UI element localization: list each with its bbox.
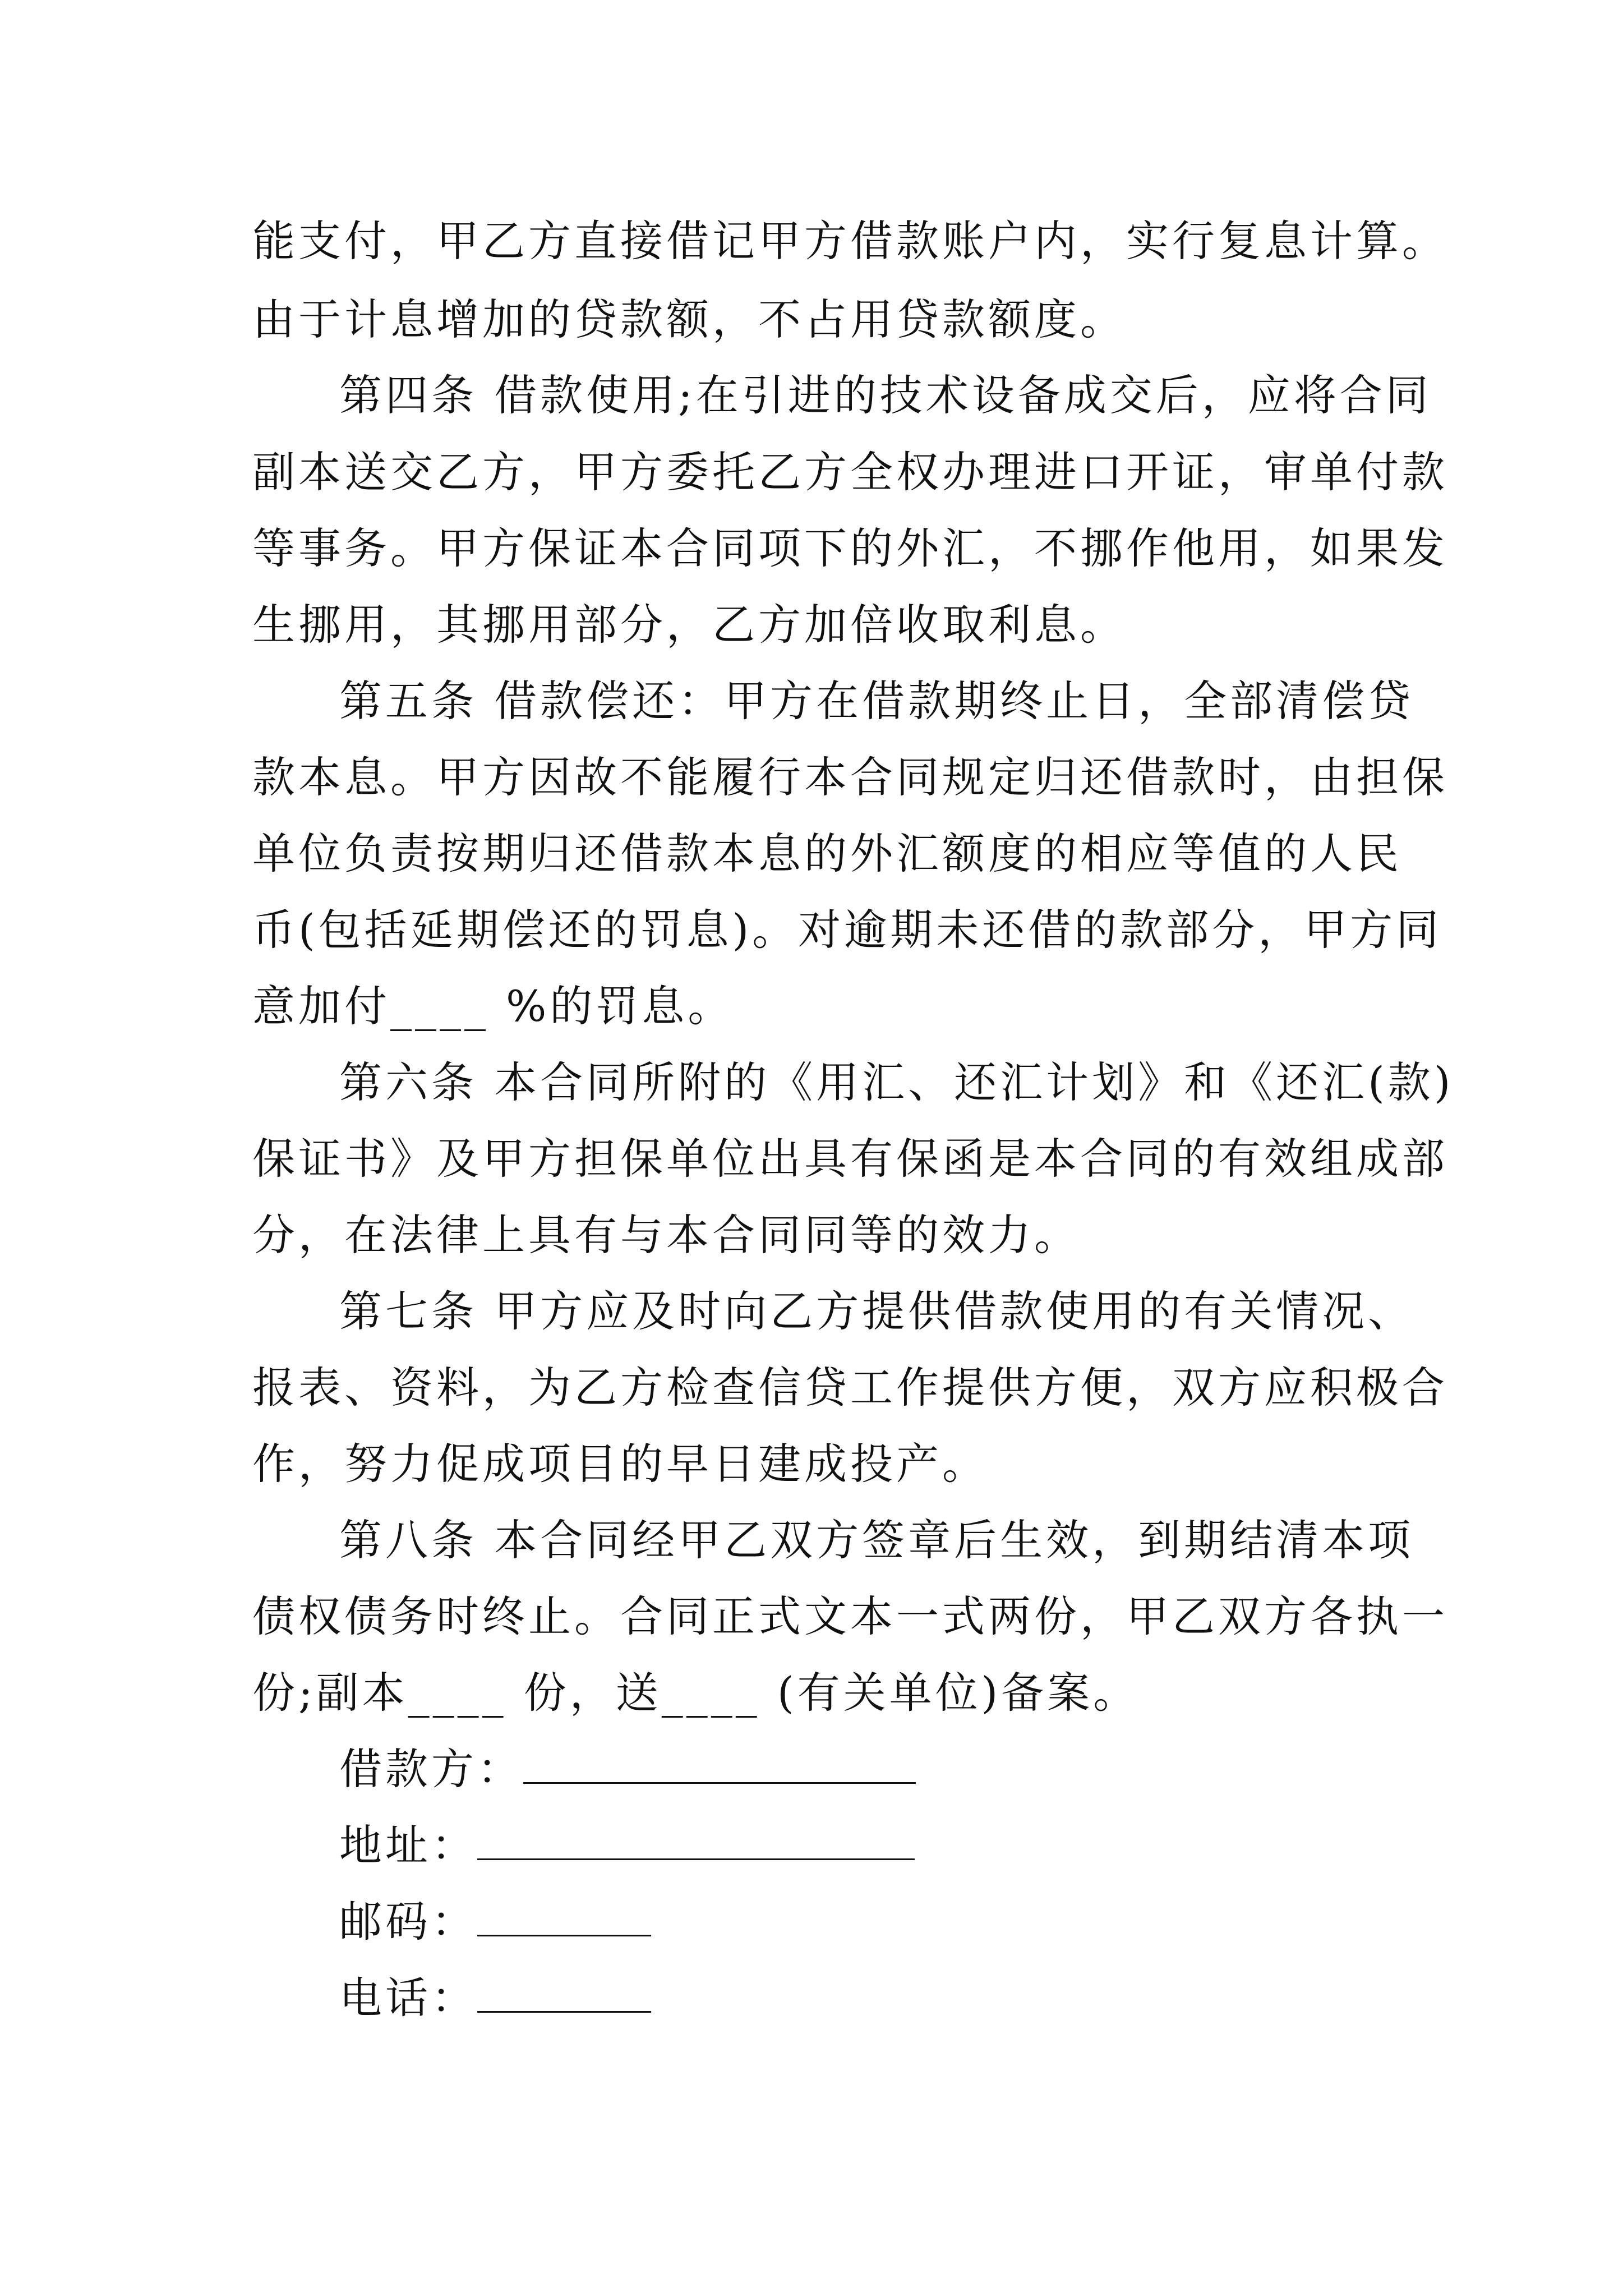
phone-blank [477,1972,651,2013]
address-blank [477,1819,915,1860]
article-4-heading-line: 第四条 借款使用;在引进的技术设备成交后，应将合同 [339,370,1432,420]
phone-label: 电话： [339,1973,477,2023]
article-5-heading-line: 第五条 借款偿还：甲方在借款期终止日，全部清偿贷 [339,676,1414,726]
text-line: 由于计息增加的贷款额，不占用贷款额度。 [252,295,1126,344]
borrower-blank [523,1743,916,1784]
text-line: 款本息。甲方因故不能履行本合同规定归还借款时，由担保 [252,752,1448,802]
text-line: 生挪用，其挪用部分，乙方加倍收取利息。 [252,600,1126,650]
text-line: 债权债务时终止。合同正式文本一式两份，甲乙双方各执一 [252,1591,1448,1641]
article-6-heading-line: 第六条 本合同所附的《用汇、还汇计划》和《还汇(款) [339,1057,1454,1107]
text-line: 币(包括延期偿还的罚息)。对逾期未还借的款部分，甲方同 [252,905,1442,955]
postcode-row [339,1894,651,1950]
article-7-heading-line: 第七条 甲方应及时向乙方提供借款使用的有关情况、 [339,1286,1414,1336]
text-line: 等事务。甲方保证本合同项下的外汇，不挪作他用，如果发 [252,523,1448,573]
postcode-label: 邮码： [339,1897,477,1947]
address-label: 地址： [339,1820,477,1870]
postcode-blank [477,1895,651,1936]
borrower-row [339,1741,916,1797]
text-line: 作，努力促成项目的早日建成投产。 [252,1439,988,1489]
text-line: 单位负责按期归还借款本息的外汇额度的相应等值的人民 [252,829,1402,878]
text-line: 分，在法律上具有与本合同同等的效力。 [252,1210,1080,1260]
phone-row [339,1970,651,2026]
article-8-heading-line: 第八条 本合同经甲乙双方签章后生效，到期结清本项 [339,1515,1414,1565]
text-line: 能支付，甲乙方直接借记甲方借款账户内，实行复息计算。 [252,216,1448,266]
text-line: 报表、资料，为乙方检查信贷工作提供方便，双方应积极合 [252,1363,1448,1412]
text-line: 保证书》及甲方担保单位出具有保函是本合同的有效组成部 [252,1134,1448,1184]
text-line: 副本送交乙方，甲方委托乙方全权办理进口开证，审单付款 [252,447,1448,497]
borrower-label: 借款方： [339,1744,523,1794]
address-row [339,1818,915,1874]
text-line: 意加付____ %的罚息。 [252,981,734,1031]
text-line: 份;副本____ 份，送____ (有关单位)备案。 [252,1668,1140,1718]
